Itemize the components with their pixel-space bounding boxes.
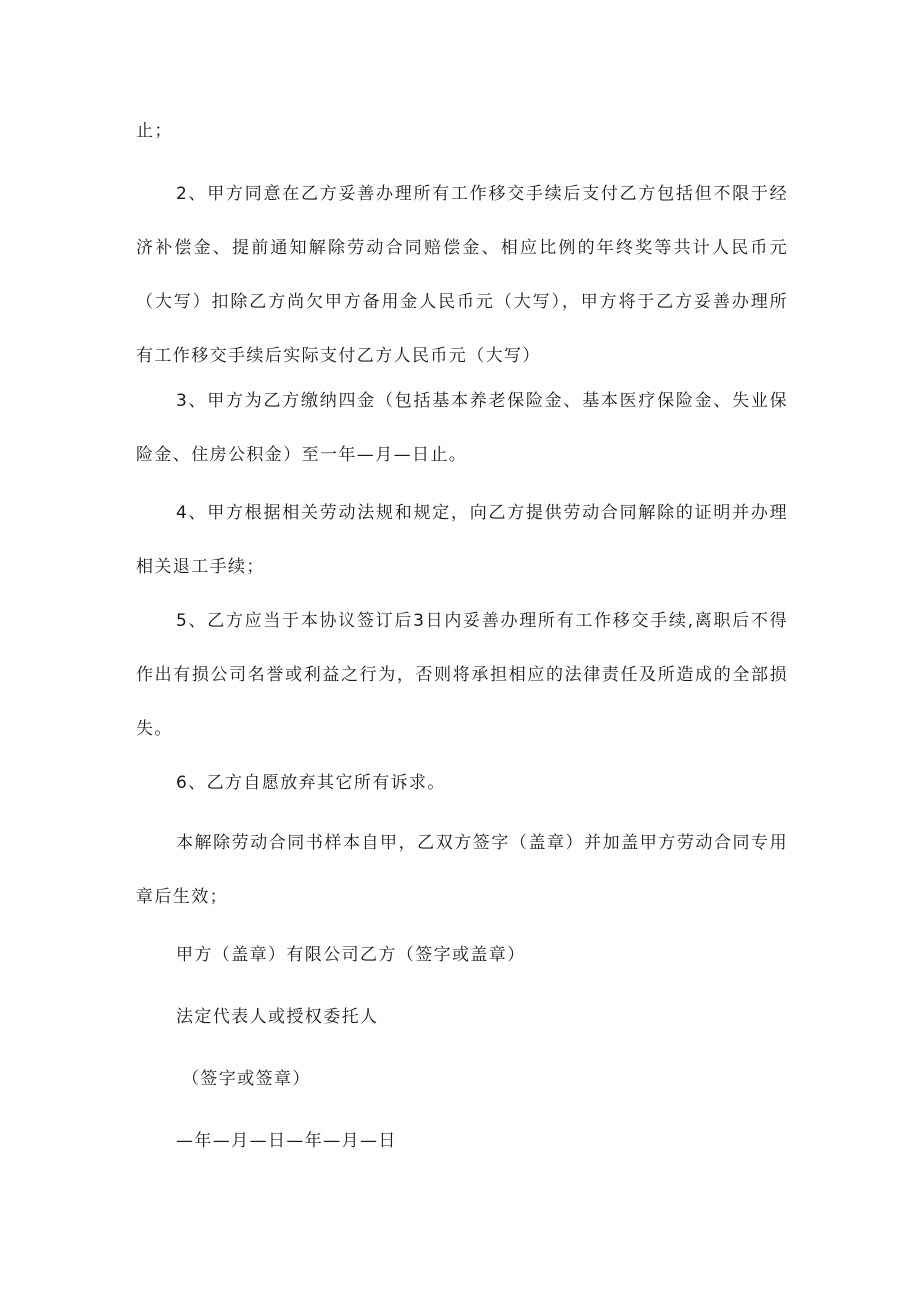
- signature-dates: —年—月—日—年—月—日: [176, 1131, 397, 1151]
- paragraph-continuation: 止；: [136, 121, 173, 141]
- paragraph-clause-2: 2、甲方同意在乙方妥善办理所有工作移交手续后支付乙方包括但不限于经济补偿金、提前通知解除劳动合同赔偿金、相应比例的年终奖等共计人民币元（大写）扣除乙方尚欠甲方备用金人民币元（大写），甲方将于乙方妥善办理所有工作移交手续后实际支付乙方人民币元（大写）: [136, 184, 788, 366]
- signature-representative: 法定代表人或授权委托人: [176, 1007, 379, 1027]
- paragraph-clause-5: 5、乙方应当于本协议签订后3日内妥善办理所有工作移交手续,离职后不得作出有损公司名誉或利益之行为，否则将承担相应的法律责任及所造成的全部损失。: [136, 611, 788, 739]
- signature-parties: 甲方（盖章）有限公司乙方（签字或盖章）: [176, 945, 526, 965]
- paragraph-effective-clause: 本解除劳动合同书样本自甲，乙双方签字（盖章）并加盖甲方劳动合同专用章后生效；: [136, 833, 788, 907]
- signature-note: （签字或签章）: [182, 1069, 311, 1089]
- paragraph-clause-6: 6、乙方自愿放弃其它所有诉求。: [176, 773, 446, 793]
- paragraph-clause-4: 4、甲方根据相关劳动法规和规定，向乙方提供劳动合同解除的证明并办理相关退工手续；: [136, 503, 788, 577]
- paragraph-clause-3: 3、甲方为乙方缴纳四金（包括基本养老保险金、基本医疗保险金、失业保险金、住房公积金）至一年—月—日止。: [136, 391, 788, 465]
